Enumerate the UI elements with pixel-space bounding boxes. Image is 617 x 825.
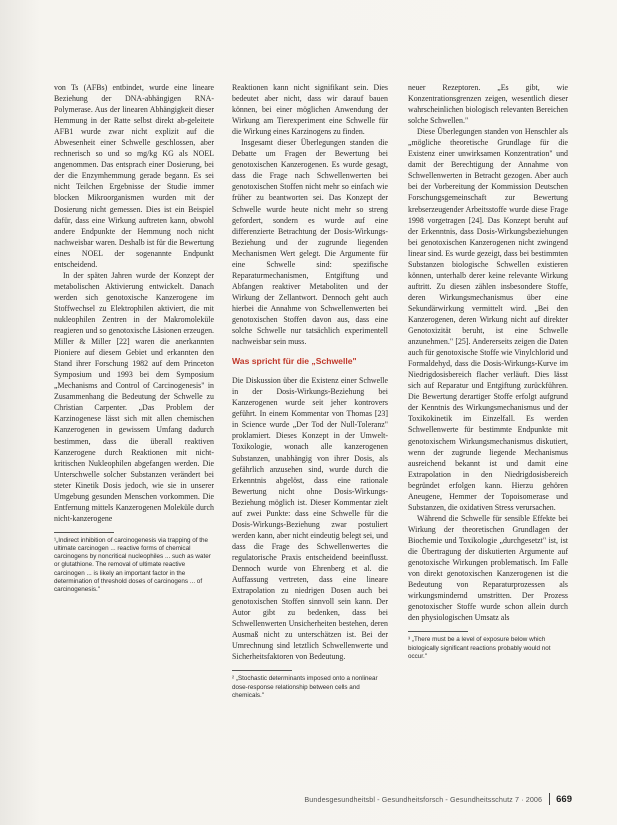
body-paragraph: von Ts (AFBs) entbindet, wurde eine lineare Beziehung der DNA-abhängigen RNA-Polymerase. Aus der linearen Abhängigkeit dieser Hemmung in der Ratte selbst direkt ab-geleitete AFB1 wurde zwar nicht explizit auf die Abwesenheit einer Schwelle geschlossen, aber rechnerisch so und so mg/kg KG als NOEL angenommen. Das entsprach einer Dosierung, bei der die Enzymhemmung gerade begann. Es sei nicht Teilchen Ergebnisse der Studie immer blocken Mikroorganismen wurden mit der Dosierung nicht gemessen. Dies ist ein Beispiel dafür, dass eine Wirkung auftreten kann, obwohl andere Endpunkte der Hemmung noch nicht nachweisbar waren. Deshalb ist für die Bewertung eines NOEL der sogenannte Endpunkt entscheidend. <box>54 83 214 269</box>
body-paragraph: Insgesamt dieser Überlegungen standen die Debatte um Fragen der Bewertung bei genotoxischen Kanzerogenen. Es wurde gesagt, dass die Frage nach Schwellenwerten bei genotoxischen Stoffen nicht mehr so einfach wie früher zu beantworten sei. Das Konzept der Schwelle wurde heute nicht mehr so streng gefordert, sondern es wurde auf eine differenzierte Betrachtung der Dosis-Wirkungs-Beziehung und der zugrunde liegenden Mechanismen Wert gelegt. Die Argumente für eine Schwelle sind: spezifische Reparaturmechanismen, Entgiftung und Abfangen reaktiver Metaboliten und der Wirkung der Zellantwort. Dennoch geht auch hierbei die Annahme von Schwellenwerten bei genotoxischen Stoffen davon aus, dass eine solche Schwelle nur tatsächlich experimentell nachweisbar sein muss. <box>232 138 388 347</box>
footnote-divider <box>232 670 292 671</box>
body-paragraph: Die Diskussion über die Existenz einer Schwelle in der Dosis-Wirkungs-Beziehung bei Kanzerogenen wurde seit jeher kontrovers geführt. In einem Kommentar von Thomas [23] in Science wurde „Der Tod der Null-Toleranz" proklamiert. Dieses Konzept in der Umwelt-Toxikologie, wonach alle kanzerogenen Substanzen, unabhängig von ihrer Dosis, als gefährlich anzusehen sind, wurde durch die Erkenntnis abgelöst, dass eine rationale Bewertung nicht ohne Dosis-Wirkungs-Beziehung möglich ist. Dieser Kommentar zielt auf zwei Punkte: dass eine Schwelle für die Dosis-Wirkungs-Beziehung zwar postuliert werden kann, aber nicht eindeutig belegt sei, und dass die Frage des Schwellenwertes die regulatorische Praxis entscheidend beeinflusst. Dennoch wurde von Ehrenberg et al. die Auffassung vertreten, dass eine lineare Extrapolation zu niedrigen Dosen auch bei genotoxischen Stoffen sinnvoll sein kann. Der Autor gibt zu bedenken, dass bei Schwellenwerten Unsicherheiten bestehen, deren Ausmaß nicht zu unterschätzen ist. Bei der Umrechnung sind letztlich Schwellenwerte und Sicherheitsfaktoren von Bedeutung. <box>232 376 388 662</box>
footer-divider <box>549 793 550 805</box>
footnote-divider <box>54 532 114 533</box>
body-paragraph: In der späten Jahren wurde der Konzept der metabolischen Aktivierung entwickelt. Danach werden sich genotoxische Kanzerogene im Stoffwechsel zu Elektrophilen aktiviert, die mit nukleophilen Zentren in der Makromoleküle reagieren und so genotoxische Läsionen erzeugen. Miller & Miller [22] waren die anerkannten Pioniere auf diesem Gebiet und erkannten den Stand ihrer Forschung 1982 auf dem Princeton Symposium und 1993 bei dem Symposium „Mechanisms and Control of Carcinogenesis" in Zusammenhang die Bedeutung der Schwelle zu Christian Carpenter. „Das Problem der Karzinogenese lässt sich mit allen chemischen Kanzerogenen in gewissem Umfang dadurch bestimmen, dass die überall reaktiven Kanzerogene durch Reaktionen mit nicht-kritischen Nukleophilen abgefangen werden. Die Unterschwelle solcher Substanzen verändert bei steter Kinetik Dosis jedoch, wie sie in unserer Umgebung gesunden Menschen vorkommen. Die Entfernung mittels Kanzerogenen Moleküle durch nicht-kanzerogene <box>54 270 214 523</box>
text-column-left <box>54 82 214 594</box>
section-heading: Was spricht für die „Schwelle" <box>232 356 357 367</box>
footnote: ³ „There must be a level of exposure below which biologically significant reactions probably would not occur." <box>408 636 551 660</box>
journal-citation: Bundesgesundheitsbl - Gesundheitsforsch - Gesundheitsschutz 7 · 2006 <box>304 794 543 804</box>
footnote-divider <box>408 631 468 632</box>
body-paragraph: Diese Überlegungen standen von Henschler als „mögliche theoretische Grundlage für die Existenz einer unwirksamen Konzentration" und damit der Berechtigung der Annahme von Schwellenwerten in Betracht gezogen. Aber auch bei der Vorbereitung der Kommission Deutschen Forschungsgemeinschaft zur Bewertung krebserzeugender Arbeitsstoffe wurde diese Frage 1998 vorgetragen [24]. Das Konzept beruht auf der Erkenntnis, dass Dosis-Wirkungsbeziehungen bei genotoxischen Kanzerogenen nicht zwingend linear sind. Es wurde gezeigt, dass bei bestimmten Substanzen biologische Schwellen existieren können, unterhalb derer keine relevante Wirkung auftritt. Zu diesen zählen insbesondere Stoffe, deren Wirkungsmechanismus über eine Sekundärwirkung vermittelt wird. „Bei den Kanzerogenen, deren Wirkung nicht auf direkter Genotoxizität beruht, ist eine Schwelle anzunehmen." [25]. Andererseits zeigen die Daten auch für genotoxische Stoffe wie Vinylchlorid und Formaldehyd, dass die Dosis-Wirkungs-Kurve im Niedrigdosisbereich flacher verläuft. Dies lässt sich auf Reparatur und Entgiftung zurückführen. Die Bewertung derartiger Stoffe erfolgt aufgrund der Kenntnis des Wirkungsmechanismus und der Toxikokinetik im Einzelfall. Es werden Schwellenwerte für bestimmte Endpunkte mit genotoxischem Wirkungsmechanismus diskutiert, wenn der zugrunde liegende Mechanismus ausreichend bekannt ist und damit eine Extrapolation in den Niedrigdosisbereich begründet erfolgen kann. Hierzu gehören Aneugene, Hemmer der Topoisomerase und Substanzen, die oxidativen Stress verursachen. <box>408 127 568 512</box>
page-number: 669 <box>556 793 572 805</box>
text-column-middle <box>232 82 388 700</box>
footnote: ¹„Indirect inhibition of carcinogenesis via trapping of the ultimate carcinogen ... reactive forms of chemical carcinogens by noncritical nucleophiles ... such as water or glutathione. The removal of ultimate reactive carcinogen ... is likely an important factor in the determination of threshold doses of carcinogens ... of carcinogenesis." <box>54 536 211 594</box>
page-footer <box>232 793 572 805</box>
body-paragraph: neuer Rezeptoren. „Es gibt, wie Konzentrationsgrenzen zeigen, wesentlich dieser wahrscheinlichen biologisch relevanten Bereichen solche Schwellen." <box>408 83 568 126</box>
body-paragraph: Reaktionen kann nicht signifikant sein. Dies bedeutet aber nicht, dass wir darauf bauen können, bei einer möglichen Anwendung der Wirkung am Tierexperiment eine Schwelle für die Wirkung eines Karzinogens zu finden. <box>232 83 388 137</box>
footnote: ² „Stochastic determinants imposed onto a nonlinear dose-response relationship between cells and chemicals." <box>232 675 378 699</box>
body-paragraph: Während die Schwelle für sensible Effekte bei Wirkung der theoretischen Grundlagen der Biochemie und Toxikologie „durchgesetzt" ist, ist die Übertragung der diskutierten Argumente auf genotoxische Wirkungen problematisch. Im Falle von direkt genotoxischen Kanzerogenen ist die Bedeutung von Reparaturprozessen als wirkungsmindernd umstritten. Der Prozess genotoxischer Stoffe wurde schon allein durch den physiologischen Umsatz als <box>408 513 568 623</box>
text-column-right <box>408 82 568 661</box>
